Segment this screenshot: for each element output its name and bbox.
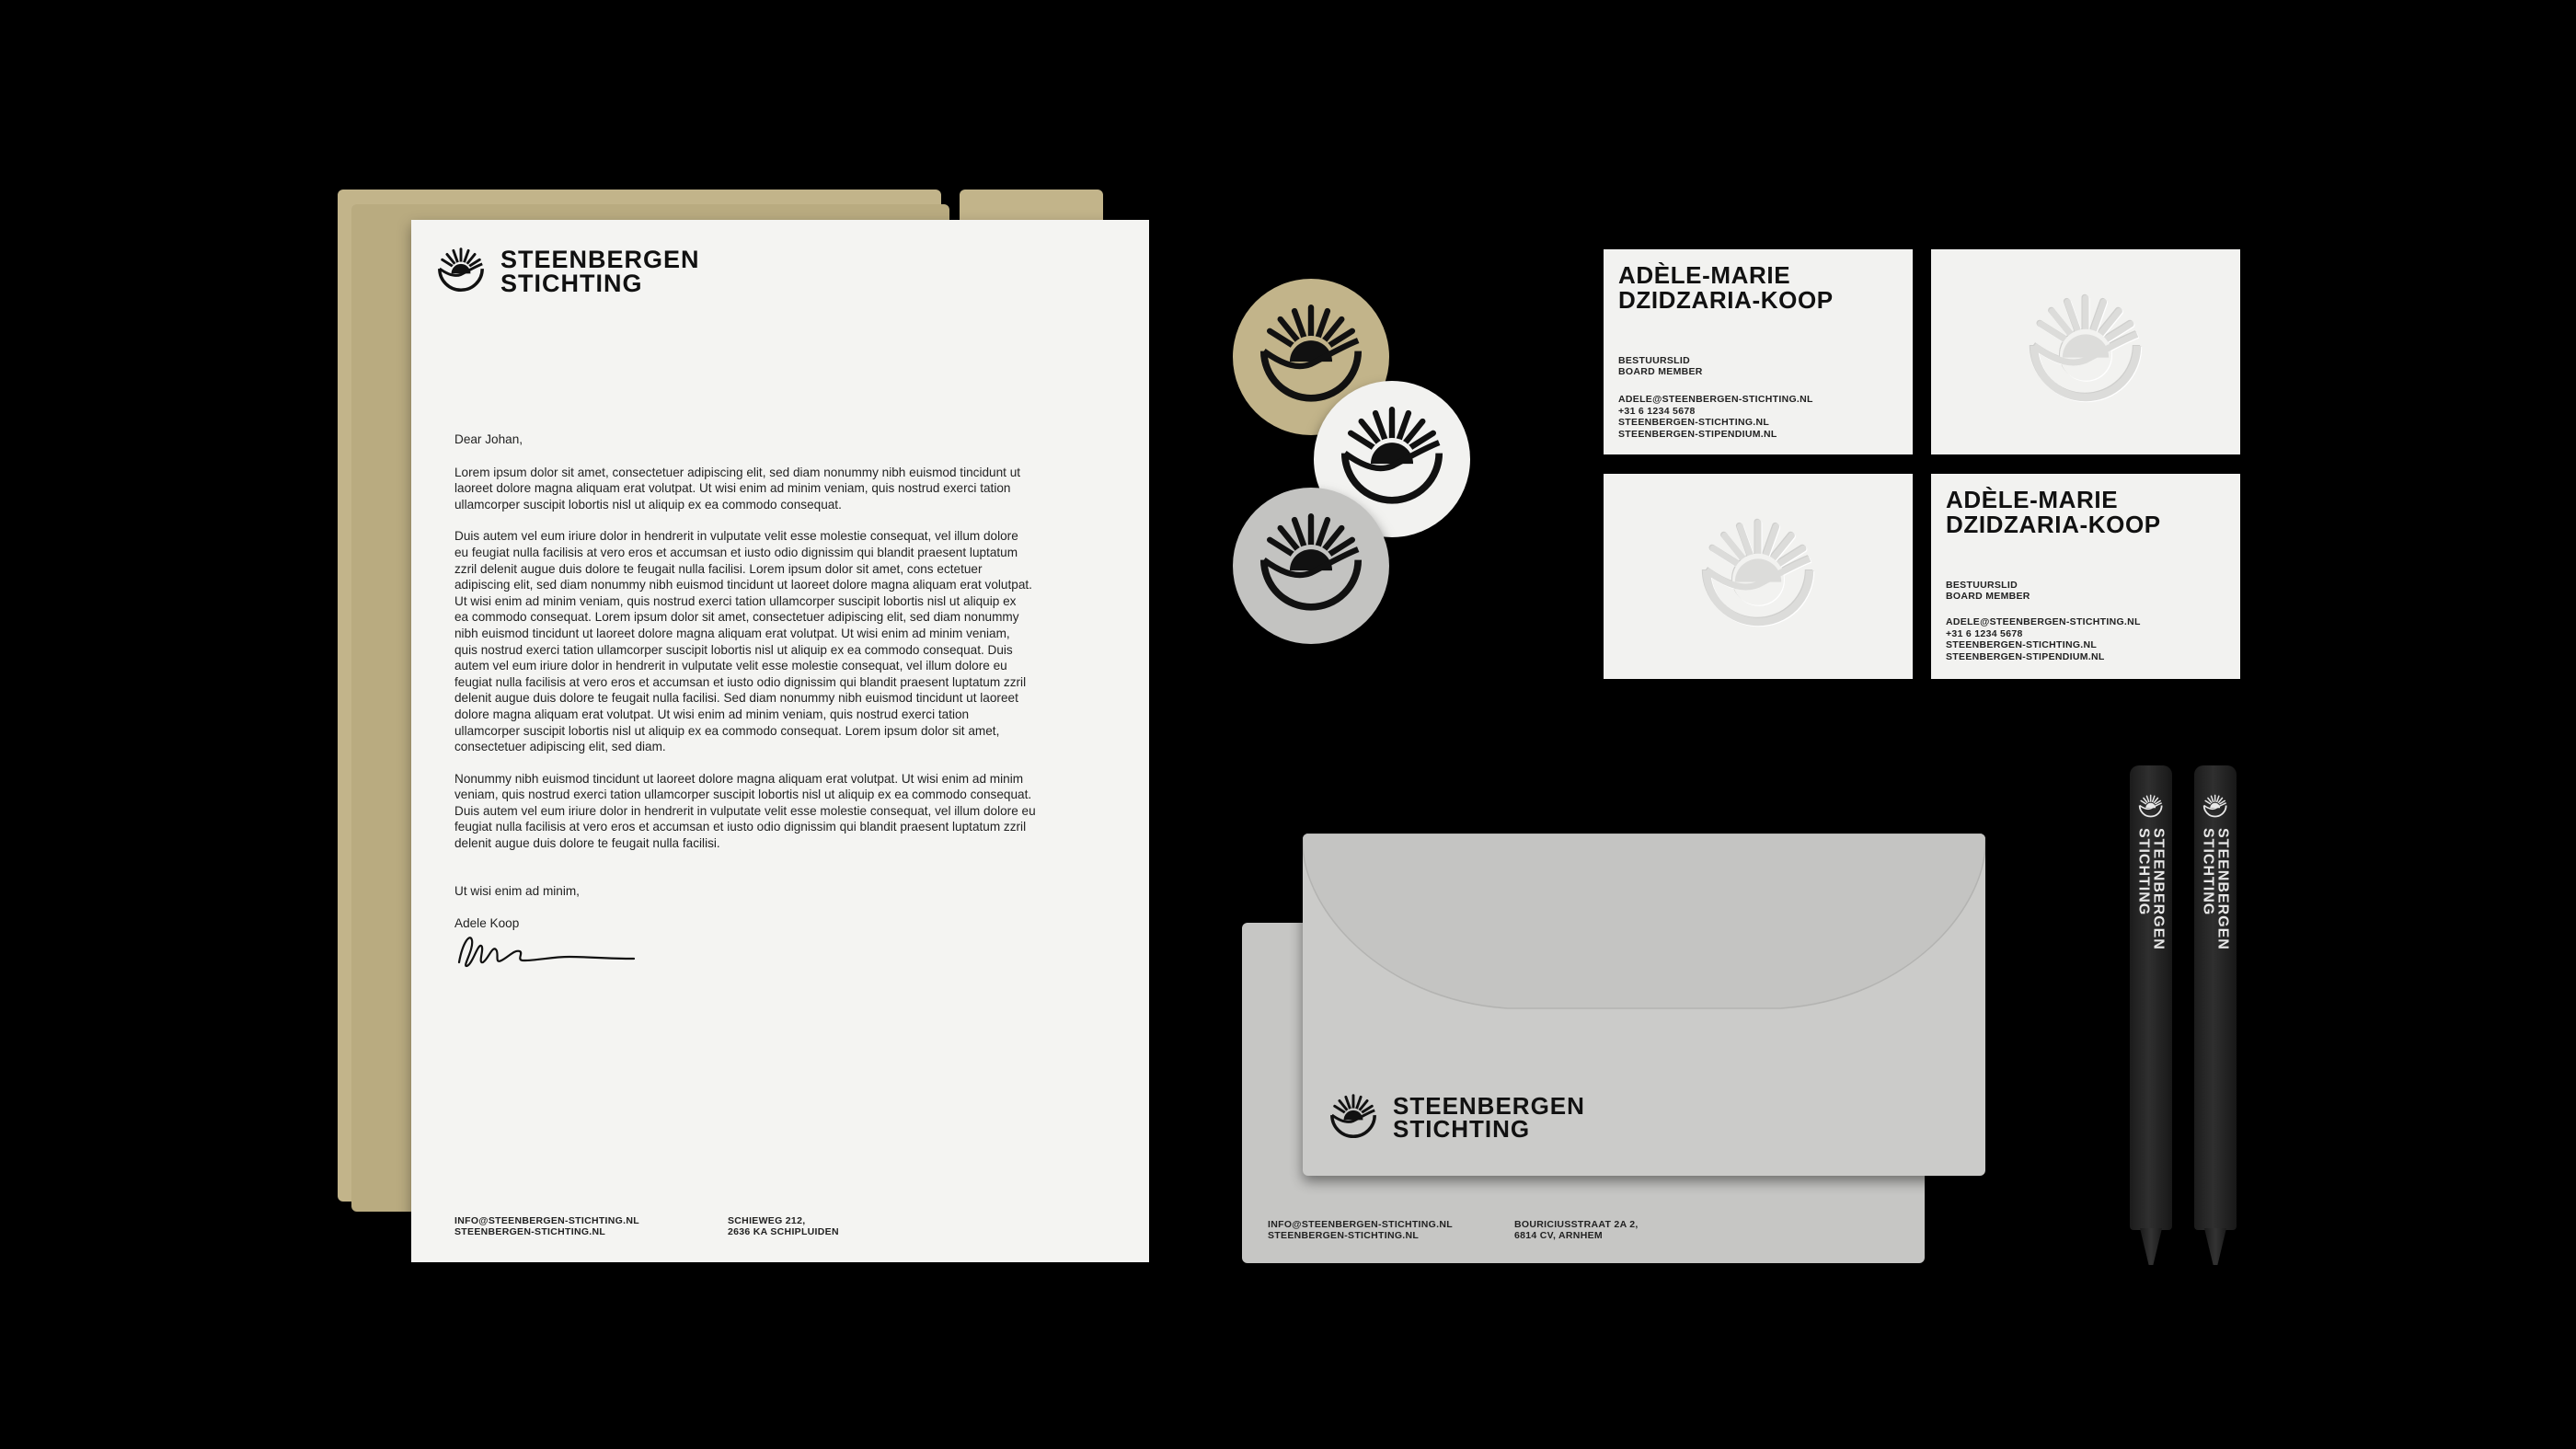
card-phone: +31 6 1234 5678: [1946, 627, 2023, 639]
envelope-footer-address: [1514, 1219, 1639, 1241]
envelope-footer-web: [1268, 1219, 1453, 1241]
signature-icon: [450, 924, 643, 979]
letter-closing-line2: Adele Koop: [454, 916, 520, 931]
card-contact: [1618, 394, 1813, 440]
letter-footer-street: SCHIEWEG 212,: [728, 1215, 806, 1226]
brand-line2: STICHTING: [2201, 828, 2216, 916]
brand-wordmark: [2201, 828, 2229, 950]
letterhead-brand: [434, 245, 700, 298]
pen-label: [2201, 793, 2229, 950]
sunrise-logo-icon: [2202, 793, 2229, 821]
brand-line2: STICHTING: [2136, 828, 2152, 916]
card-site-2: STEENBERGEN-STIPENDIUM.NL: [1946, 650, 2105, 662]
letter-footer-email: INFO@STEENBERGEN-STICHTING.NL: [454, 1215, 639, 1226]
embossed-logo-icon: [1694, 512, 1823, 641]
card-phone: +31 6 1234 5678: [1618, 405, 1696, 417]
envelope-footer-site: STEENBERGEN-STICHTING.NL: [1268, 1230, 1420, 1241]
brand-line1: STEENBERGEN: [2150, 828, 2167, 950]
pen-left: [2130, 765, 2172, 1230]
sunrise-logo-icon: [1327, 1091, 1380, 1144]
brand-wordmark: [500, 247, 700, 296]
brand-wordmark: [2136, 828, 2165, 950]
card-name-line1: ADÈLE-MARIE: [1946, 486, 2119, 513]
brand-line1: STEENBERGEN: [1393, 1091, 1585, 1120]
sticker-silver: [1233, 488, 1389, 644]
card-role-en: BOARD MEMBER: [1618, 366, 1703, 377]
envelope-front: [1303, 834, 1985, 1176]
card-role-nl: BESTUURSLID: [1946, 580, 2018, 591]
card-role-nl: BESTUURSLID: [1618, 355, 1690, 366]
embossed-logo-icon: [2021, 288, 2150, 417]
sunrise-logo-icon: [434, 245, 488, 298]
letter-greeting: Dear Johan,: [454, 432, 523, 446]
letter-body: [454, 431, 1098, 949]
card-name-line1: ADÈLE-MARIE: [1618, 261, 1791, 289]
brand-line2: STICHTING: [500, 270, 643, 297]
card-name: [1946, 488, 2161, 537]
letter-paragraph-1: Lorem ipsum dolor sit amet, consectetuer adipiscing elit, sed diam nonummy nibh euismod tincidunt ut laoreet dolore magna aliquam erat volutpat. Ut wisi enim ad minim veniam, quis nostrud exerci tation ullamcorper suscipit lobortis nisl ut aliquip ex ea commodo consequat.: [454, 465, 1021, 512]
business-card-front-2: [1931, 474, 2240, 679]
card-name-line2: DZIDZARIA-KOOP: [1618, 286, 1834, 314]
card-role: [1618, 355, 1703, 377]
business-card-front-1: [1604, 249, 1913, 454]
card-role-en: BOARD MEMBER: [1946, 591, 2030, 602]
sunrise-logo-icon: [1252, 507, 1370, 625]
pen-right-tip: [2204, 1228, 2226, 1265]
brand-line1: STEENBERGEN: [2214, 828, 2231, 950]
card-site-2: STEENBERGEN-STIPENDIUM.NL: [1618, 428, 1777, 440]
card-role: [1946, 580, 2030, 602]
card-email: ADELE@STEENBERGEN-STICHTING.NL: [1946, 616, 2141, 627]
business-card-back-1: [1931, 249, 2240, 454]
pen-left-tip: [2140, 1228, 2162, 1265]
envelope-footer-street: BOURICIUSSTRAAT 2A 2,: [1514, 1219, 1639, 1230]
letter-footer-site: STEENBERGEN-STICHTING.NL: [454, 1226, 606, 1237]
letter-paragraph-3: Nonummy nibh euismod tincidunt ut laoreet dolore magna aliquam erat volutpat. Ut wisi enim ad minim veniam, quis nostrud exerci tation ullamcorper suscipit lobortis nisl ut aliquip ex ea commodo consequat. Duis autem vel eum iriure dolor in hendrerit in vulputate velit esse molestie consequat, vel illum dolore eu feugiat nulla facilisis at vero eros et accumsan et iusto odio dignissim qui blandit praesent luptatum zzril delenit augue duis dolore te feugait nulla facilisi.: [454, 771, 1036, 851]
envelope-footer-city: 6814 CV, ARNHEM: [1514, 1230, 1603, 1241]
card-site-1: STEENBERGEN-STICHTING.NL: [1946, 639, 2098, 650]
card-site-1: STEENBERGEN-STICHTING.NL: [1618, 417, 1770, 428]
pen-right: [2194, 765, 2237, 1230]
card-email: ADELE@STEENBERGEN-STICHTING.NL: [1618, 394, 1813, 405]
brand-wordmark: [1393, 1091, 1585, 1143]
card-name: [1618, 263, 1834, 313]
letter-footer-city: 2636 KA SCHIPLUIDEN: [728, 1226, 839, 1237]
pen-label: [2136, 793, 2165, 950]
card-name-line2: DZIDZARIA-KOOP: [1946, 511, 2161, 538]
brand-line1: STEENBERGEN: [500, 245, 700, 273]
sunrise-logo-icon: [2137, 793, 2165, 821]
letter-closing-line1: Ut wisi enim ad minim,: [454, 884, 580, 899]
brand-line2: STICHTING: [1393, 1115, 1531, 1143]
envelope-footer-email: INFO@STEENBERGEN-STICHTING.NL: [1268, 1219, 1453, 1230]
letter-footer-web: [454, 1215, 639, 1237]
letter-footer-address: [728, 1215, 839, 1237]
letter-paragraph-2: Duis autem vel eum iriure dolor in hendrerit in vulputate velit esse molestie consequat, vel illum dolore eu feugiat nulla facilisis at vero eros et accumsan et iusto odio dignissim qui blandit praesent luptatum zzril delenit augue duis dolore te feugait nulla facilisi. Lorem ipsum dolor sit amet, cons ectetuer adipiscing elit, sed diam nonummy nibh euismod tincidunt ut laoreet dolore magna aliquam erat volutpat. Ut wisi enim ad minim veniam, quis nostrud exerci tation ullamcorper suscipit lobortis nisl ut aliquip ex ea commodo consequat. Lorem ipsum dolor sit amet, consectetuer adipiscing elit, sed diam nonummy nibh euismod tincidunt ut laoreet dolore magna aliquam erat volutpat. Ut wisi enim ad minim veniam, quis nostrud exerci tation ullamcorper suscipit lobortis nisl ut aliquip ex ea commodo consequat. Duis autem vel eum iriure dolor in hendrerit in vulputate velit esse molestie consequat, vel illum dolore eu feugiat nulla facilisis at vero eros et accumsan et iusto odio dignissim qui blandit praesent luptatum zzril delenit augue duis dolore te feugait nulla facilisi. Sed diam nonummy nibh euismod tincidunt ut laoreet dolore magna aliquam erat volutpat. Ut wisi enim ad minim veniam, quis nostrud exerci tation ullamcorper suscipit lobortis nisl ut aliquip ex ea commodo consequat. Lorem ipsum dolor sit amet, consectetuer adipiscing elit, sed diam.: [454, 529, 1032, 754]
card-contact: [1946, 616, 2141, 662]
business-card-back-2: [1604, 474, 1913, 679]
letterhead-sheet: [411, 220, 1149, 1262]
envelope-brand: [1327, 1091, 1585, 1144]
